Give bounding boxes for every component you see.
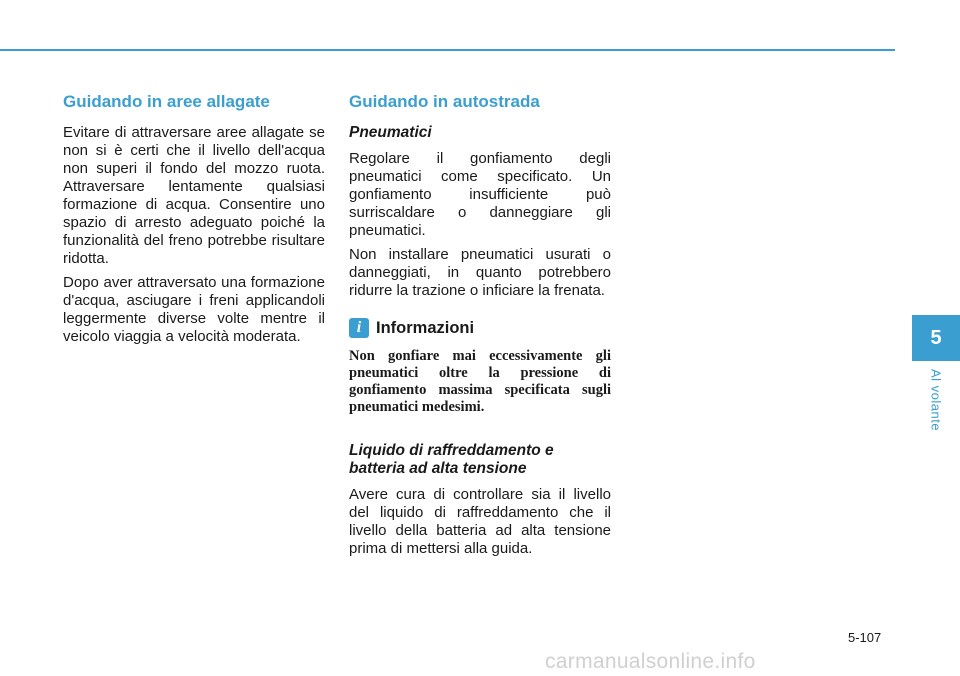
section-title-flooded-areas: Guidando in aree allagate — [63, 92, 270, 111]
chapter-label: Al volante — [928, 368, 944, 432]
paragraph: Evitare di attraversare aree allagate se non si è certi che il livello dell'acqua non superi il fondo del mozzo ruota. Attraversare lentamente qualsiasi formazione di acqua. Consentire uno spazio di arresto adeguato poiché la funzionalità del freno potrebbe risultare ridotta. — [63, 124, 325, 267]
left-column — [63, 92, 325, 352]
subheading-tires: Pneumatici — [349, 124, 432, 141]
top-rule — [0, 49, 895, 51]
paragraph: Avere cura di controllare sia il livello del liquido di raffreddamento che il livello della batteria ad alta tensione prima di mettersi alla guida. — [349, 486, 611, 557]
subheading-coolant-battery: Liquido di raffreddamento e batteria ad alta tensione — [349, 442, 554, 477]
chapter-tab: 5 — [912, 315, 960, 361]
info-heading: Informazioni — [376, 318, 475, 337]
paragraph: Non installare pneumatici usurati o danneggiati, in quanto potrebbero ridurre la trazione o inficiare la frenata. — [349, 246, 611, 299]
info-icon: i — [349, 318, 369, 338]
watermark: carmanualsonline.info — [545, 650, 756, 673]
paragraph: Regolare il gonfiamento degli pneumatici come specificato. Un gonfiamento insufficiente può surriscaldare o danneggiare gli pneumatici. — [349, 150, 611, 239]
info-text: Non gonfiare mai eccessivamente gli pneumatici oltre la pressione di gonfiamento massima specificata sugli pneumatici medesimi. — [349, 348, 611, 415]
section-title-highway: Guidando in autostrada — [349, 92, 540, 111]
page-number: 5-107 — [848, 630, 882, 645]
paragraph: Dopo aver attraversato una formazione d'acqua, asciugare i freni applicandoli leggermente diverse volte mentre il veicolo viaggia a velocità moderata. — [63, 274, 325, 345]
right-column — [349, 92, 611, 564]
info-box-header — [349, 318, 611, 338]
